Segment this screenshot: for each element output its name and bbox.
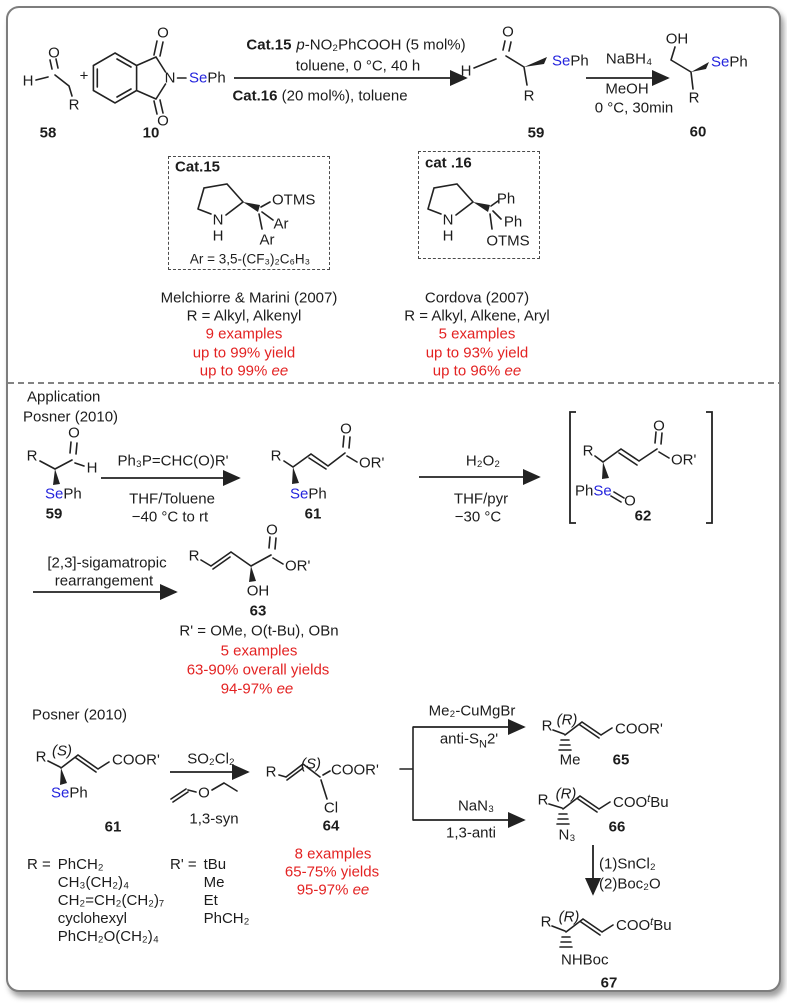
c64-ee: 95-97% ee [296, 881, 370, 899]
c63-examples: 5 examples [220, 642, 298, 660]
phenyl-label: Ph [207, 69, 226, 87]
hydroxyl-label: OH [665, 30, 689, 48]
atom-label-R: R [688, 89, 700, 107]
nhboc-label: NHBoc [561, 951, 609, 969]
atom-label-O: O [502, 23, 514, 41]
r-list-item: CH₃(CH₂)₄ [57, 874, 130, 891]
atom-label-N: N [442, 211, 454, 229]
azide-label: N₃ [558, 826, 576, 844]
otms-label: OTMS [486, 232, 530, 250]
compound-label-66: 66 [608, 818, 626, 836]
methyl-label: Me [559, 751, 581, 769]
compound-label-67: 67 [600, 974, 618, 992]
application-heading: Application [27, 388, 101, 406]
r-list-label: R = [27, 856, 51, 873]
rxn4-reagent: H₂O₂ [465, 452, 501, 470]
compound-label-63: 63 [249, 602, 267, 620]
phenyl-label: Ph [308, 485, 327, 503]
atom-label-R: R [35, 748, 47, 766]
r-list-item: PhCH₂ [57, 856, 104, 873]
rxn7-mechanism: anti-$S_N2'$ [439, 730, 499, 751]
ester-coor-label: COOR' [331, 761, 379, 779]
selenium-label: Se [552, 52, 571, 70]
stereo-descriptor-R: (R) [558, 908, 580, 926]
rxn1-conditions-line2: toluene, 0 °C, 40 h [295, 57, 421, 75]
rxn3-temperature: −40 °C to rt [131, 508, 209, 526]
cat15-ee: up to 99% ee [199, 362, 289, 380]
cat16-title: cat .16 [425, 154, 472, 172]
otms-label: OTMS [272, 191, 316, 209]
phenyl-label: Ph [503, 213, 523, 231]
cat15-title: Cat.15 [175, 158, 221, 176]
ester-coor-label: COOR' [112, 751, 160, 769]
atom-label-R: R [26, 447, 38, 465]
selenium-label: Se [711, 53, 730, 71]
atom-label-R: R [582, 442, 594, 460]
rxn9-step2: (2)Boc₂O [599, 875, 661, 893]
atom-label-H: H [460, 62, 472, 80]
rxn1-conditions-line3: Cat.16 (20 mol%), toluene [232, 87, 408, 105]
cat15-authors: Melchiorre & Marini (2007) [160, 289, 338, 307]
atom-label-O: O [157, 112, 169, 130]
cat15-substrate-scope: R = Alkyl, Alkenyl [186, 307, 302, 325]
c63-r-definition: R' = OMe, O(t-Bu), OBn [179, 622, 339, 640]
rxn2-reagent: NaBH₄ [605, 50, 653, 68]
seph-group-label [711, 55, 748, 70]
atom-label-O: O [48, 44, 60, 62]
stereo-descriptor-S: (S) [301, 755, 321, 773]
ester-or-label: OR' [285, 557, 311, 575]
r-list-item: cyclohexyl [57, 910, 127, 927]
atom-label-R: R [523, 87, 535, 105]
rprime-list-item: PhCH₂ [203, 910, 250, 927]
r-substituent-list [27, 856, 164, 946]
c64-yields: 65-75% yields [284, 863, 380, 881]
atom-label-R: R [270, 447, 282, 465]
atom-label-H: H [212, 227, 224, 245]
compound-label-10: 10 [142, 124, 160, 142]
atom-label-N: N [212, 211, 224, 229]
phenyl-label: Ph [575, 482, 594, 500]
rprime-substituent-list [170, 856, 249, 928]
rxn7-reagent: Me₂-CuMgBr [428, 702, 516, 720]
rxn4-temperature: −30 °C [454, 508, 502, 526]
r-list-item: CH₂=CH₂(CH₂)₇ [57, 892, 165, 909]
aryl-label: Ar [273, 215, 289, 233]
compound-label-59: 59 [527, 124, 545, 142]
phse-group-label [575, 484, 612, 499]
ester-or-label: OR' [359, 454, 385, 472]
chloro-label: Cl [323, 799, 339, 817]
atom-label-O: O [266, 521, 278, 539]
phenyl-label: Ph [496, 190, 516, 208]
rxn6-reagent: SO₂Cl₂ [187, 750, 235, 768]
r-list-item: PhCH₂O(CH₂)₄ [57, 928, 159, 945]
compound-label-64: 64 [322, 817, 340, 835]
rxn8-selectivity: 1,3-anti [445, 824, 497, 842]
atom-label-R: R [265, 763, 277, 781]
compound-label-62: 62 [634, 507, 652, 525]
hydroxyl-label: OH [246, 582, 270, 600]
atom-label-R: R [68, 96, 80, 114]
atom-label-R: R [537, 791, 549, 809]
rprime-list-item: Me [203, 874, 225, 891]
cat16-substrate-scope: R = Alkyl, Alkene, Aryl [404, 307, 550, 325]
ester-cootbu-label: COO$^t$Bu [613, 793, 669, 811]
rxn2-solvent: MeOH [605, 80, 649, 98]
atom-label-R: R [541, 717, 553, 735]
selenium-label: Se [593, 482, 612, 500]
posner2-author: Posner (2010) [32, 706, 128, 724]
rxn4-solvent: THF/pyr [453, 490, 509, 508]
phenyl-label: Ph [63, 485, 82, 503]
atom-label-O: O [157, 24, 169, 42]
selenium-label: Se [51, 784, 70, 802]
c63-yields: 63-90% overall yields [186, 661, 330, 679]
rxn3-solvent: THF/Toluene [129, 490, 215, 508]
atom-label-O: O [340, 420, 352, 438]
seph-group-label [552, 54, 589, 69]
rxn5-label-line2: rearrangement [54, 572, 154, 590]
selenium-label: Se [290, 485, 309, 503]
ester-or-label: OR' [671, 451, 697, 469]
seph-group-label [290, 487, 327, 502]
cat16-ee: up to 96% ee [432, 362, 522, 380]
cat16-examples: 5 examples [438, 325, 516, 343]
cat16-yield: up to 93% yield [425, 344, 529, 362]
ester-cootbu-label: COO$^t$Bu [616, 916, 672, 934]
cat16-authors: Cordova (2007) [424, 289, 530, 307]
selenium-label: Se [45, 485, 64, 503]
stereo-descriptor-R: (R) [555, 785, 577, 803]
phenyl-label: Ph [729, 53, 748, 71]
stereo-descriptor-S: (S) [52, 742, 72, 760]
cat15-yield: up to 99% yield [192, 344, 296, 362]
application-author: Posner (2010) [23, 408, 119, 426]
rprime-list-label: R' = [170, 856, 197, 873]
atom-label-N: N [164, 69, 176, 87]
rxn1-conditions-line1: Cat.15 p-NO₂PhCOOH (5 mol%) [246, 36, 466, 54]
rxn3-reagent: Ph₃P=CHC(O)R' [117, 452, 229, 470]
rxn2-temperature: 0 °C, 30min [594, 99, 674, 117]
c63-ee: 94-97% ee [220, 680, 294, 698]
atom-label-H: H [22, 72, 34, 90]
rxn5-label-line1: [2,3]-sigamatropic [47, 554, 167, 572]
atom-label-O: O [198, 784, 210, 802]
compound-label-60: 60 [689, 123, 707, 141]
cat15-ar-definition: Ar = 3,5-(CF₃)₂C₆H₃ [189, 251, 311, 267]
compound-label-61: 61 [304, 505, 322, 523]
compound-label-61: 61 [104, 818, 122, 836]
rxn6-selectivity: 1,3-syn [189, 810, 239, 828]
compound-label-59: 59 [45, 505, 63, 523]
rprime-list-item: Et [203, 892, 218, 909]
wedge-bonds [53, 57, 709, 785]
atom-label-R: R [188, 547, 200, 565]
seph-group-label [189, 71, 226, 86]
seph-group-label [51, 786, 88, 801]
compound-label-58: 58 [39, 124, 57, 142]
atom-label-O: O [653, 417, 665, 435]
selenium-label: Se [189, 69, 208, 87]
rprime-list-item: tBu [203, 856, 227, 873]
atom-label-O: O [624, 492, 636, 510]
atom-label-H: H [442, 227, 454, 245]
aryl-label: Ar [259, 231, 275, 249]
phenyl-label: Ph [69, 784, 88, 802]
cat15-examples: 9 examples [205, 325, 283, 343]
compound-label-65: 65 [612, 751, 630, 769]
rxn8-reagent: NaN₃ [457, 797, 495, 815]
atom-label-R: R [540, 913, 552, 931]
atom-label-H: H [86, 459, 98, 477]
rxn9-step1: (1)SnCl₂ [599, 855, 656, 873]
plus-sign: + [79, 67, 89, 85]
atom-label-O: O [68, 424, 80, 442]
c64-examples: 8 examples [294, 845, 372, 863]
seph-group-label [45, 487, 82, 502]
phenyl-label: Ph [570, 52, 589, 70]
stereo-descriptor-R: (R) [556, 711, 578, 729]
ester-coor-label: COOR' [615, 720, 663, 738]
